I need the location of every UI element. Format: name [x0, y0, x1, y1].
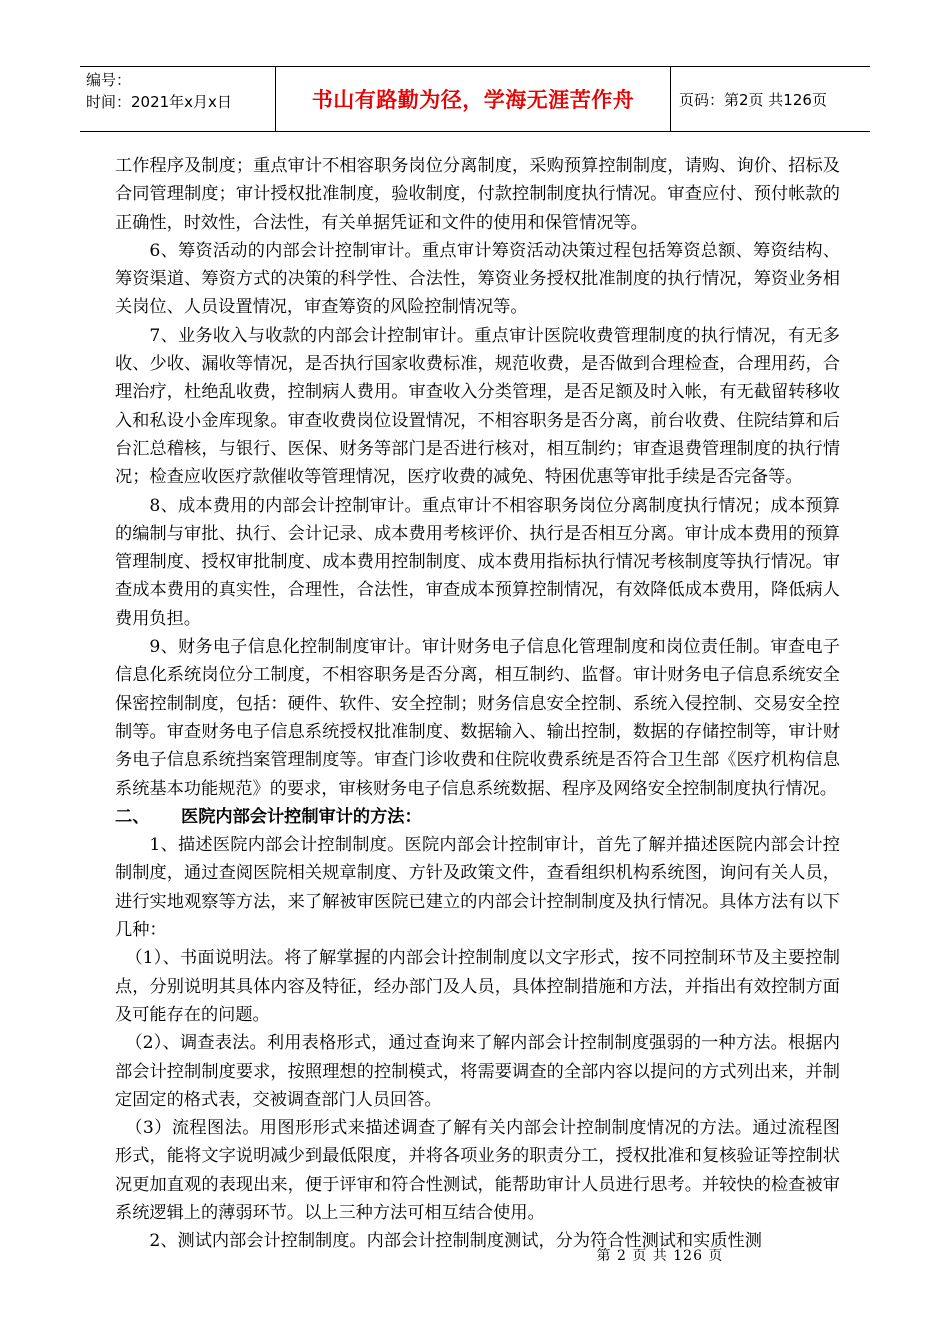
paragraph: 8、成本费用的内部会计控制审计。重点审计不相容职务岗位分离制度执行情况；成本预算的编制与审批、执行、会计记录、成本费用考核评价、执行是否相互分离。审计成本费用的预算管理制度、授权审批制度、成本费用控制制度、成本费用指标执行情况考核制度等执行情况。审查成本费用的真实性，合理性，合法性，审查成本预算控制情况，有效降低成本费用，降低病人费用负担。 — [115, 495, 840, 629]
section-heading — [115, 803, 840, 831]
doc-time-label: 时间：2021年x月x日 — [86, 93, 232, 111]
paragraph: 7、业务收入与收款的内部会计控制审计。重点审计医院收费管理制度的执行情况，有无多收、少收、漏收等情况，是否执行国家收费标准，规范收费，是否做到合理检查，合理用药，合理治疗，杜绝乱收费，控制病人费用。审查收入分类管理，是否足额及时入帐，有无截留转移收入和私设小金库现象。审查收费岗位设置情况，不相容职务是否分离，前台收费、住院结算和后台汇总稽核，与银行、医保、财务等部门是否进行核对，相互制约；审查退费管理制度的执行情况；检查应收医疗款催收等管理情况，医疗收费的减免、特困优惠等审批手续是否完备等。 — [115, 325, 840, 488]
header-page-code: 页码：第2页 共126页 — [679, 90, 827, 109]
section-number: 二、 — [115, 806, 150, 827]
doc-number-label: 编号： — [86, 71, 132, 89]
document-body — [115, 152, 840, 1256]
paragraph: 1、描述医院内部会计控制制度。医院内部会计控制审计，首先了解并描述医院内部会计控制制度，通过查阅医院相关规章制度、方针及政策文件，查看组织机构系统图，询问有关人员，进行实地观察等方法，来了解被审医院已建立的内部会计控制制度及执行情况。具体方法有以下几种： — [115, 835, 840, 941]
header-meta — [80, 67, 276, 131]
page-footer: 第 2 页 共 126 页 — [596, 1248, 724, 1264]
paragraph: 9、财务电子信息化控制制度审计。审计财务电子信息化管理制度和岗位责任制。审查电子信息化系统岗位分工制度，不相容职务是否分离，相互制约、监督。审计财务电子信息系统安全保密控制制度，包括：硬件、软件、安全控制；财务信息安全控制、系统入侵控制、交易安全控制等。审查财务电子信息系统授权批准制度、数据输入、输出控制，数据的存储控制等，审计财务电子信息系统挡案管理制度等。审查门诊收费和住院收费系统是否符合卫生部《医疗机构信息系统基本功能规范》的要求，审核财务电子信息系统数据、程序及网络安全控制制度执行情况。 — [115, 637, 840, 799]
paragraph: 2、测试内部会计控制制度。内部会计控制制度测试，分为符合性测试和实质性测 — [149, 1231, 762, 1252]
header-motto: 书山有路勤为径，学海无涯苦作舟 — [276, 67, 671, 131]
paragraph: 工作程序及制度；重点审计不相容职务岗位分离制度，采购预算控制制度，请购、询价、招标及合同管理制度；审计授权批准制度，验收制度，付款控制制度执行情况。审查应付、预付帐款的正确性，时效性，合法性，有关单据凭证和文件的使用和保管情况等。 — [115, 156, 840, 233]
paragraph: （2）、调查表法。利用表格形式，通过查询来了解内部会计控制制度强弱的一种方法。根据内部会计控制制度要求，按照理想的控制模式，将需要调查的全部内容以提问的方式列出来，并制定固定的格式表，交被调查部门人员回答。 — [115, 1033, 840, 1110]
paragraph: （3）流程图法。用图形形式来描述调查了解有关内部会计控制制度情况的方法。通过流程图形式，能将文字说明减少到最低限度，并将各项业务的职责分工，授权批准和复核验证等控制状况更加直观的表现出来，便于评审和符合性测试，能帮助审计人员进行思考。并较快的检查被审系统逻辑上的薄弱环节。以上三种方法可相互结合使用。 — [115, 1118, 840, 1223]
paragraph: 6、筹资活动的内部会计控制审计。重点审计筹资活动决策过程包括筹资总额、筹资结构、筹资渠道、筹资方式的决策的科学性、合法性，筹资业务授权批准制度的执行情况，筹资业务相关岗位、人员设置情况，审查筹资的风险控制情况等。 — [115, 240, 840, 318]
paragraph: （1）、书面说明法。将了解掌握的内部会计控制制度以文字形式，按不同控制环节及主要控制点，分别说明其具体内容及特征，经办部门及人员，具体控制措施和方法，并指出有效控制方面及可能存在的问题。 — [115, 948, 840, 1025]
page-header — [80, 66, 870, 132]
section-title: 医院内部会计控制审计的方法： — [181, 806, 422, 827]
